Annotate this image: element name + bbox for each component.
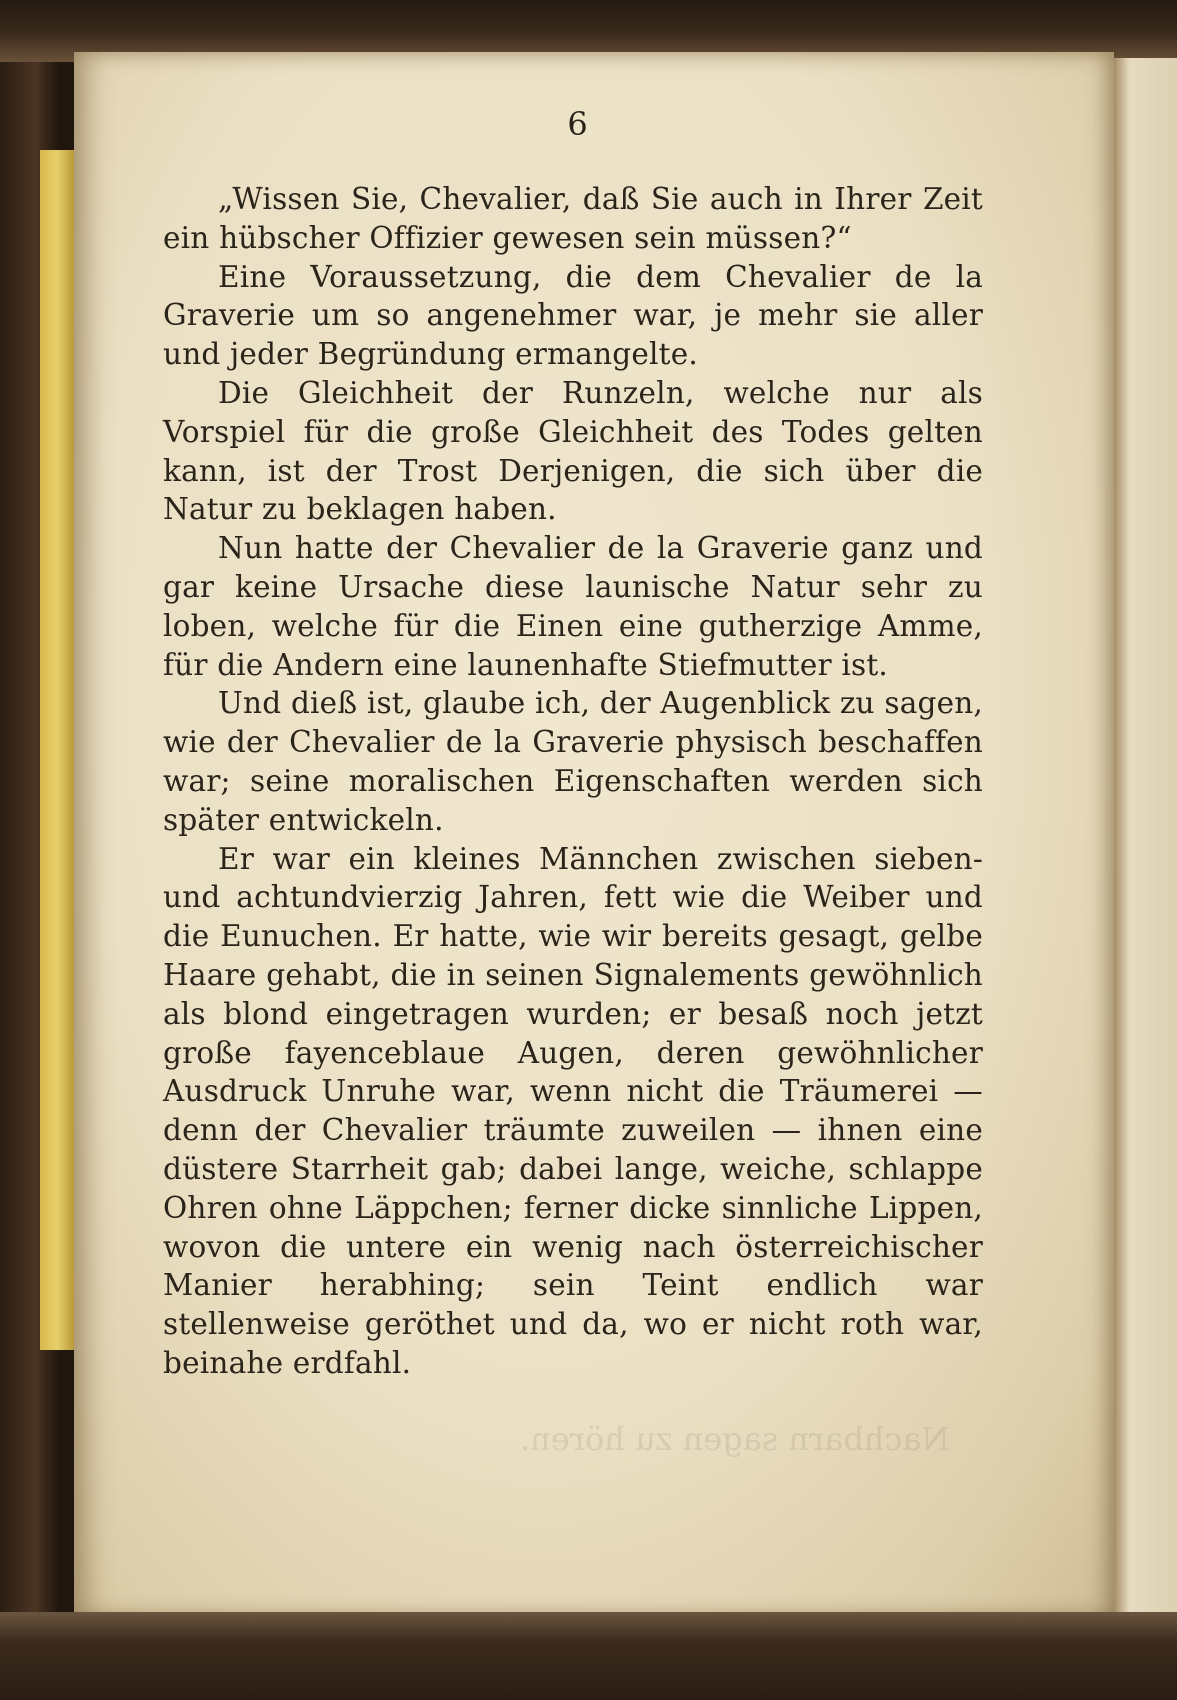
book-cover-bottom-edge <box>0 1612 1177 1700</box>
next-page-edge <box>1114 58 1177 1618</box>
body-text <box>163 180 983 1383</box>
paragraph: „Wissen Sie, Chevalier, daß Sie auch in Ihrer Zeit ein hübscher Offizier gewesen sein müssen?“ <box>163 182 983 255</box>
page-number: 6 <box>567 105 588 143</box>
paragraph: Er war ein kleines Männchen zwischen sieben- und achtundvierzig Jahren, fett wie die Weiber und die Eunuchen. Er hatte, wie wir bereits gesagt, gelbe Haare gehabt, die in seinen Signalements gewöhnlich als blond eingetragen wurden; er besaß noch jetzt große fayenceblaue Augen, deren gewöhnlicher Ausdruck Unruhe war, wenn nicht die Träumerei — denn der Chevalier träumte zuweilen — ihnen eine düstere Starrheit gab; dabei lange, weiche, schlappe Ohren ohne Läppchen; ferner dicke sinnliche Lippen, wovon die untere ein wenig nach österreichischer Manier herabhing; sein Teint endlich war stellenweise geröthet und da, wo er nicht roth war, beinahe erdfahl. <box>163 841 983 1380</box>
bleed-through-text: Nachbarn sagen zu hören. <box>520 1420 950 1458</box>
paragraph: Nun hatte der Chevalier de la Graverie ganz und gar keine Ursache diese launische Natur sehr zu loben, welche für die Einen eine gutherzige Amme, für die Andern eine launenhafte Stiefmutter ist. <box>163 531 983 682</box>
book-spine-strip <box>40 150 74 1350</box>
paragraph: Eine Voraussetzung, die dem Chevalier de la Graverie um so angenehmer war, je mehr sie aller und jeder Begründung ermangelte. <box>163 259 983 372</box>
paragraph: Die Gleichheit der Runzeln, welche nur als Vorspiel für die große Gleichheit des Todes gelten kann, ist der Trost Derjenigen, die sich über die Natur zu beklagen haben. <box>163 375 983 527</box>
paragraph: Und dieß ist, glaube ich, der Augenblick zu sagen, wie der Chevalier de la Graverie physisch beschaffen war; seine moralischen Eigenschaften werden sich später entwickeln. <box>163 686 983 837</box>
